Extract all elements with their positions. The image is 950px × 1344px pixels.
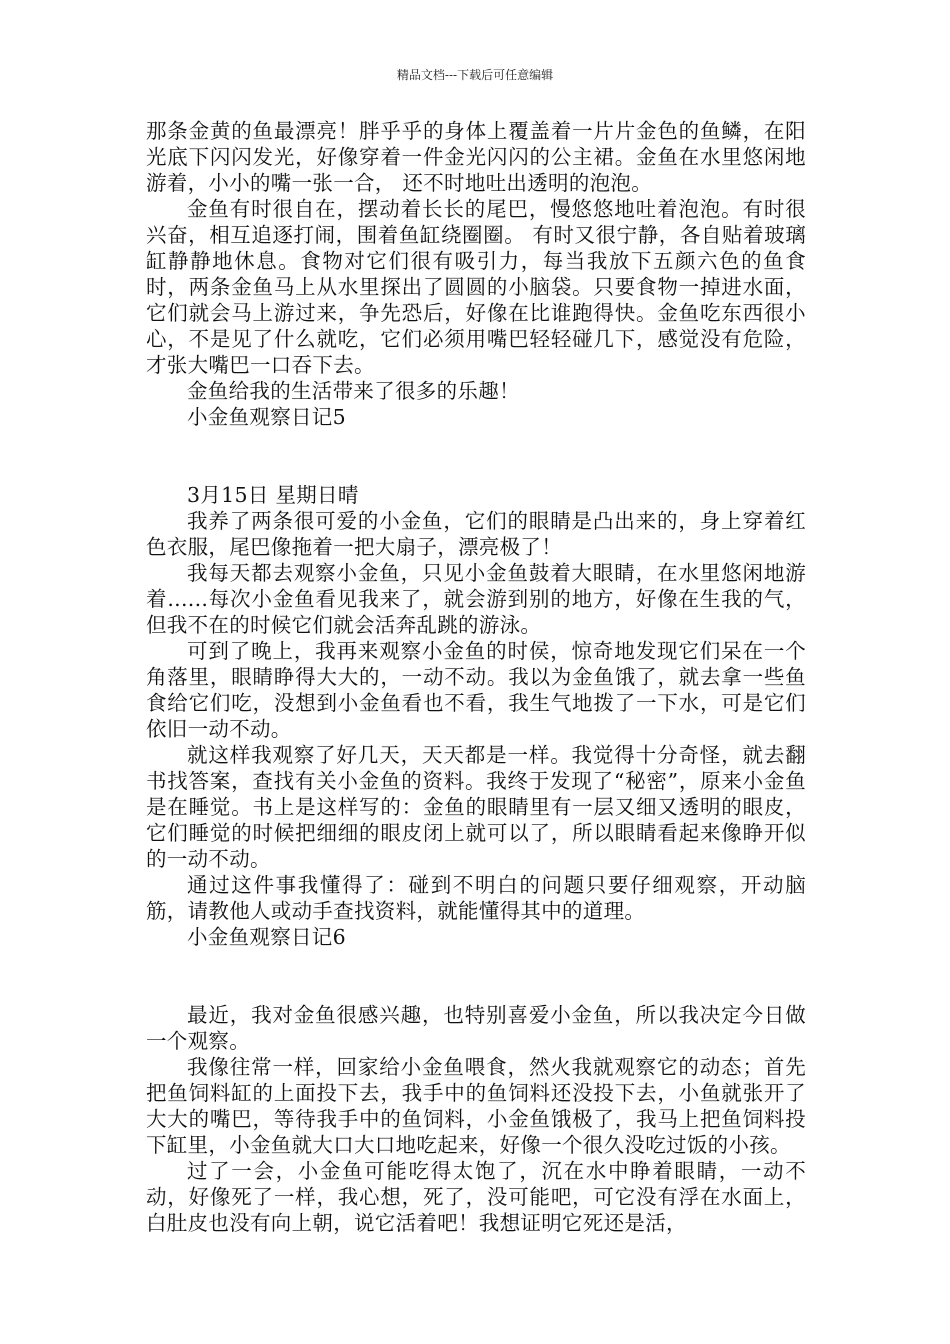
paragraph: 过了一会，小金鱼可能吃得太饱了，沉在水中睁着眼睛，一动不动，好像死了一样，我心想，死了，没可能吧，可它没有浮在水面上，白肚皮也没有向上朝，说它活着吧！我想证明它死还是活，: [146, 1159, 806, 1235]
spacer: [146, 950, 806, 1002]
diary-date: 3月15日 星期日晴: [187, 483, 359, 507]
section-heading: 小金鱼观察日记5: [187, 405, 346, 429]
page-header: 精品文档---下载后可任意编辑: [396, 68, 554, 82]
paragraph: 金鱼有时很自在，摆动着长长的尾巴，慢悠悠地吐着泡泡。有时很兴奋，相互追逐打闹，围着鱼缸绕圈圈。 有时又很宁静，各自贴着玻璃缸静静地休息。食物对它们很有吸引力，每当我放下五颜六色的鱼食时，两条金鱼马上从水里探出了圆圆的小脑袋。只要食物一掉进水面，它们就会马上游过来，争先恐后，好像在比谁跑得快。金鱼吃东西很小心，不是见了什么就吃，它们必须用嘴巴轻轻碰几下，感觉没有危险，才张大嘴巴一口吞下去。: [146, 197, 806, 377]
section-heading: 小金鱼观察日记6: [187, 925, 346, 949]
paragraph: 我每天都去观察小金鱼，只见小金鱼鼓着大眼睛，在水里悠闲地游着......每次小金鱼看见我来了，就会游到别的地方，好像在生我的气，但我不在的时候它们就会活奔乱跳的游泳。: [146, 561, 806, 637]
paragraph: 通过这件事我懂得了：碰到不明白的问题只要仔细观察，开动脑筋，请教他人或动手查找资料，就能懂得其中的道理。: [146, 873, 806, 923]
paragraph: 最近，我对金鱼很感兴趣，也特别喜爱小金鱼，所以我决定今日做一个观察。: [146, 1003, 806, 1053]
paragraph: 我养了两条很可爱的小金鱼，它们的眼睛是凸出来的，身上穿着红色衣服，尾巴像拖着一把大扇子，漂亮极了！: [146, 509, 806, 559]
paragraph: 金鱼给我的生活带来了很多的乐趣！: [187, 379, 520, 403]
paragraph: 我像往常一样，回家给小金鱼喂食，然火我就观察它的动态；首先把鱼饲料缸的上面投下去，我手中的鱼饲料还没投下去，小鱼就张开了大大的嘴巴，等待我手中的鱼饲料，小金鱼饿极了，我马上把鱼饲料投下缸里，小金鱼就大口大口地吃起来，好像一个很久没吃过饭的小孩。: [146, 1055, 806, 1157]
body-text: [146, 118, 806, 1236]
paragraph: 那条金黄的鱼最漂亮！胖乎乎的身体上覆盖着一片片金色的鱼鳞，在阳光底下闪闪发光，好像穿着一件金光闪闪的公主裙。金鱼在水里悠闲地游着，小小的嘴一张一合， 还不时地吐出透明的泡泡。: [146, 119, 806, 195]
paragraph: 就这样我观察了好几天，天天都是一样。我觉得十分奇怪，就去翻书找答案，查找有关小金鱼的资料。我终于发现了“秘密”，原来小金鱼是在睡觉。书上是这样写的：金鱼的眼睛里有一层又细又透明的眼皮，它们睡觉的时候把细细的眼皮闭上就可以了，所以眼睛看起来像睁开似的一动不动。: [146, 743, 806, 871]
paragraph: 可到了晚上，我再来观察小金鱼的时侯，惊奇地发现它们呆在一个角落里，眼睛睁得大大的，一动不动。我以为金鱼饿了，就去拿一些鱼食给它们吃，没想到小金鱼看也不看，我生气地拨了一下水，可是它们依旧一动不动。: [146, 639, 806, 741]
spacer: [146, 430, 806, 482]
